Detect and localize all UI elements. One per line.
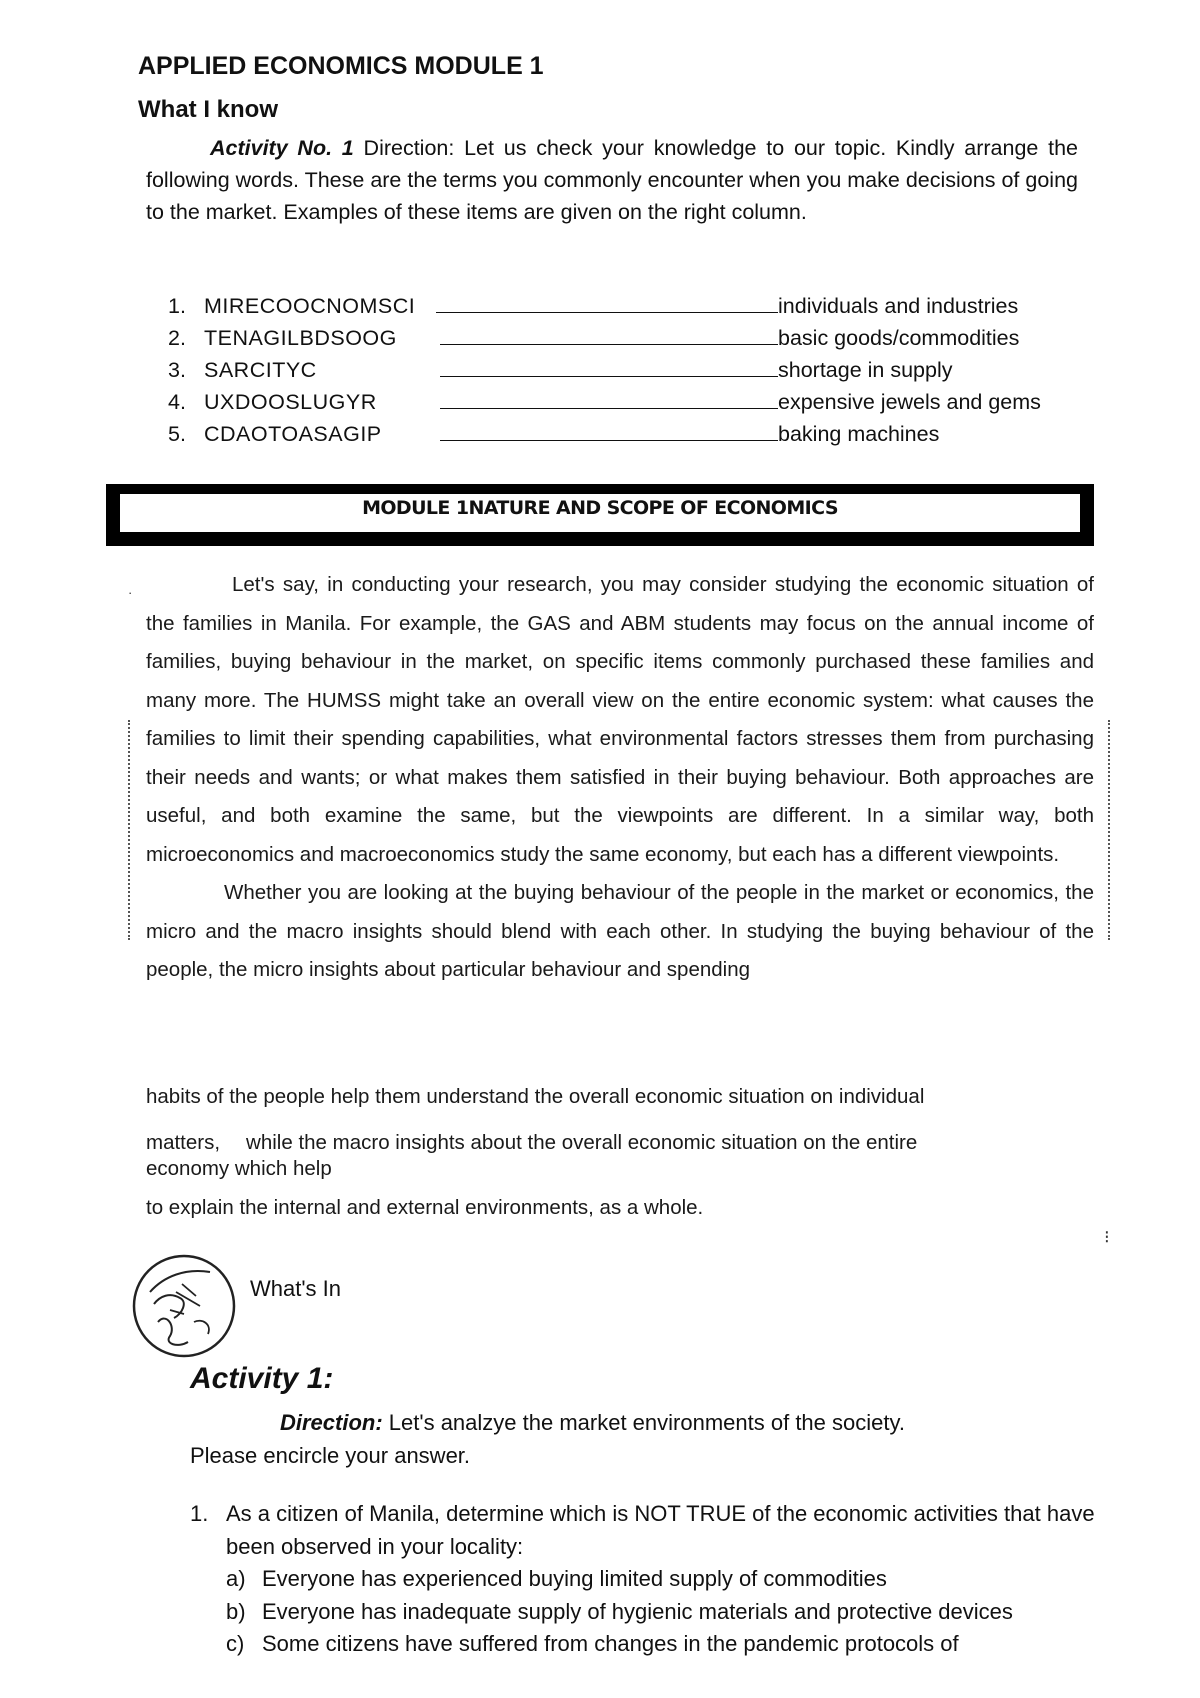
essay-continuation [146,1082,1094,1112]
answer-option-a[interactable] [190,1563,1110,1596]
scrambled-word: SARCITYC [204,358,317,382]
essay-line: matters, [146,1131,221,1154]
list-item [168,354,1088,386]
answer-blank[interactable] [436,312,778,313]
item-number: 3. [168,358,186,382]
essay-continuation [146,1154,1094,1184]
option-text: Everyone has inadequate supply of hygienic materials and protective devices [262,1598,1013,1624]
left-dotted-border [128,720,136,940]
example-hint: shortage in supply [778,358,953,382]
activity-intro [146,132,1078,228]
answer-option-c[interactable] [190,1628,1110,1661]
direction-label: Direction: [280,1410,383,1435]
whats-in-heading: What's In [250,1276,342,1301]
scrambled-word: TENAGILBDSOOG [204,326,397,350]
example-hint: expensive jewels and gems [778,390,1041,414]
option-text: Some citizens have suffered from changes in the pandemic protocols of [262,1631,959,1656]
item-number: 1. [168,294,186,318]
example-hint: individuals and industries [778,294,1019,318]
list-item [168,322,1088,354]
essay-line: habits of the people help them understand the overall economic situation on individual [146,1085,925,1108]
essay-line: economy which help [146,1157,332,1180]
answer-blank[interactable] [440,344,778,345]
activity-label: Activity No. 1 [210,136,354,160]
option-text: Everyone has experienced buying limited supply of commodities [262,1566,887,1591]
list-item [168,418,1088,450]
essay-line: to explain the internal and external environments, as a whole. [146,1196,704,1219]
answer-blank[interactable] [440,440,778,441]
scramble-list [168,290,1088,450]
option-label: b) [226,1598,246,1624]
hand-writing-icon [130,1252,238,1360]
direction-text: Let's analzye the market environments of the society. [382,1410,905,1435]
activity-direction: Direction: Let us check your knowledge to our topic. Kindly arrange the following words. These are the terms you commonly encounter when you make decisions of going to the market. Examples of these items are given on the right column. [146,136,1078,224]
essay-body [146,566,1094,990]
activity-title: Activity 1: [190,1362,334,1395]
right-dotted-border [1108,720,1116,940]
question-text: As a citizen of Manila, determine which is NOT TRUE of the economic activities that have been observed in your locality: [226,1501,1095,1559]
scrambled-word: UXDOOSLUGYR [204,390,377,414]
answer-blank[interactable] [440,408,778,409]
section-heading-what-i-know: What I know [138,96,278,123]
essay-continuation [146,1193,1094,1223]
module-banner-title: MODULE 1NATURE AND SCOPE OF ECONOMICS [120,494,1080,532]
answer-blank[interactable] [440,376,778,377]
option-label: c) [226,1631,245,1656]
item-number: 4. [168,390,186,414]
module-title: APPLIED ECONOMICS MODULE 1 [138,52,544,80]
essay-line: while the macro insights about the overall economic situation on the entire [246,1131,918,1154]
question-item [190,1498,1110,1563]
answer-option-b[interactable] [190,1596,1110,1629]
dot-mark: ⁝ [1104,1227,1110,1247]
item-number: 2. [168,326,186,350]
question-list [190,1498,1110,1661]
item-number: 5. [168,422,186,446]
activity-direction-block [190,1406,1090,1472]
example-hint: baking machines [778,422,940,446]
list-item [168,386,1088,418]
scrambled-word: MIRECOOCNOMSCI [204,294,416,318]
list-item [168,290,1088,322]
example-hint: basic goods/commodities [778,326,1020,350]
dot-mark: · [128,585,133,600]
option-label: a) [226,1566,246,1591]
scrambled-word: CDAOTOASAGIP [204,422,382,446]
essay-paragraph: Whether you are looking at the buying behaviour of the people in the market or economics, the micro and the macro insights should blend with each other. In studying the buying behaviour of the people, the micro insights about particular behaviour and spending [146,881,1094,981]
direction-line: Please encircle your answer. [190,1443,471,1468]
essay-paragraph: Let's say, in conducting your research, you may consider studying the economic situation of the families in Manila. For example, the GAS and ABM students may focus on the annual income of families, buying behaviour in the market, on specific items commonly purchased these families and many more. The HUMSS might take an overall view on the entire economic system: what causes the families to limit their spending capabilities, what environmental factors stresses them from purchasing their needs and wants; or what makes them satisfied in their buying behaviour. Both approaches are useful, and both examine the same, but the viewpoints are different. In a similar way, both microeconomics and macroeconomics study the same economy, but each has a different viewpoints. [146,573,1094,866]
question-number: 1. [190,1501,209,1526]
